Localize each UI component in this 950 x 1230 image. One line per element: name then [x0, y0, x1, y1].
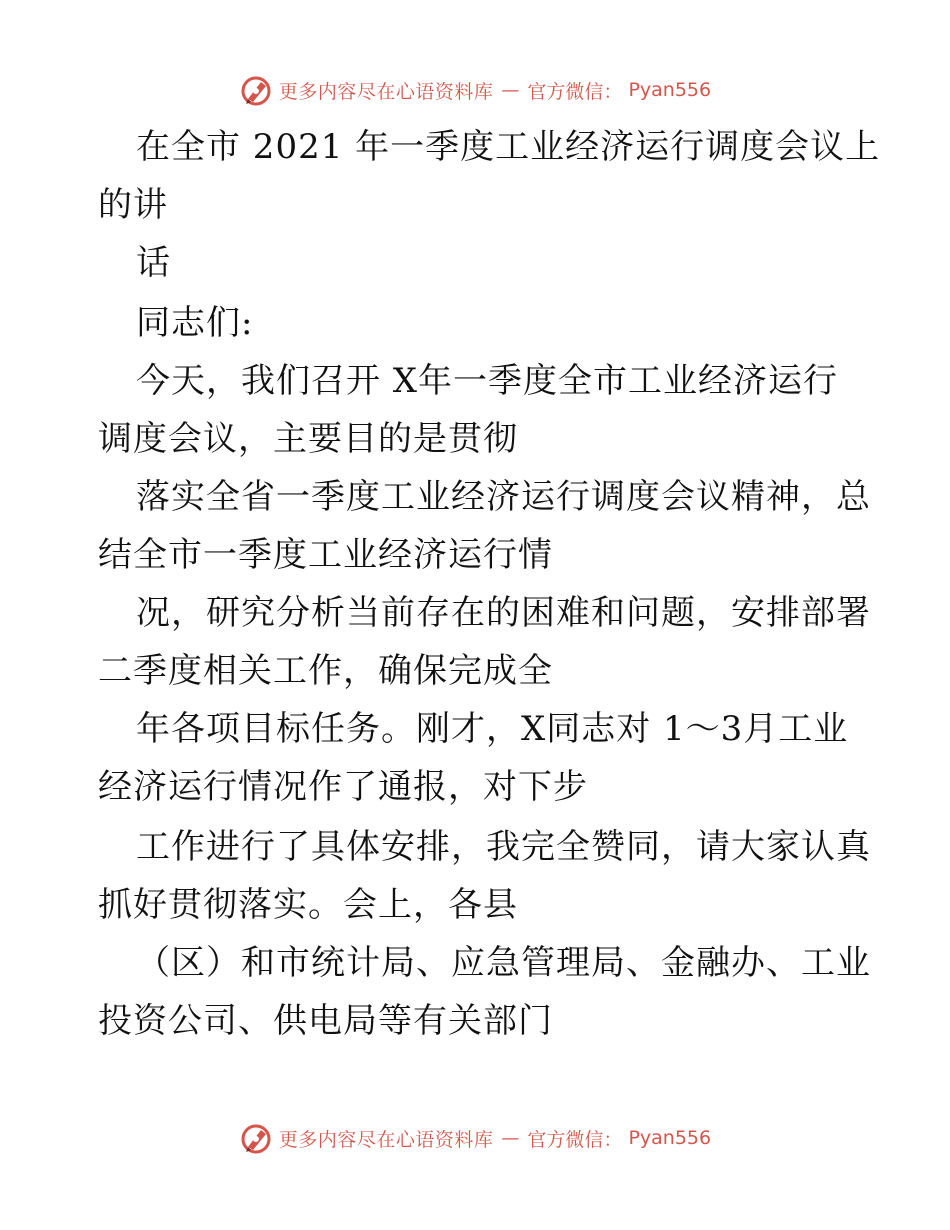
footer-watermark-banner — [0, 1118, 950, 1158]
paragraph-line: 调度会议，主要目的是贯彻 — [98, 419, 518, 459]
watermark-wechat-label: 官方微信： — [527, 80, 623, 103]
paragraph-line: 二季度相关工作，确保完成全 — [98, 651, 553, 691]
paragraph-line: 抓好贯彻落实。会上，各县 — [98, 885, 518, 925]
paragraph-line: 投资公司、供电局等有关部门 — [98, 1001, 553, 1041]
paragraph-line: 工作进行了具体安排，我完全赞同，请大家认真 — [136, 827, 871, 867]
pen-logo-icon — [239, 73, 273, 107]
paragraph-line: 今天，我们召开 X年一季度全市工业经济运行 — [136, 361, 839, 401]
document-title-line-2: 的讲 — [98, 185, 168, 225]
watermark-main-text: 更多内容尽在心语资料库 — [278, 80, 494, 103]
watermark-separator: — — [501, 79, 520, 101]
paragraph-line: 年各项目标任务。刚才，X同志对 1～3月工业 — [136, 709, 849, 749]
paragraph-line: 经济运行情况作了通报，对下步 — [98, 767, 588, 807]
salutation: 同志们: — [136, 303, 254, 343]
watermark-main-text: 更多内容尽在心语资料库 — [278, 1128, 494, 1151]
document-title-line-1: 在全市 2021 年一季度工业经济运行调度会议上 — [136, 127, 881, 167]
paragraph-line: 结全市一季度工业经济运行情 — [98, 535, 553, 575]
watermark-wechat-id: Pyan556 — [628, 1127, 712, 1149]
header-watermark-banner — [0, 70, 950, 110]
watermark-wechat-id: Pyan556 — [628, 79, 712, 101]
pen-logo-icon — [239, 1121, 273, 1155]
watermark-wechat-label: 官方微信： — [527, 1128, 623, 1151]
paragraph-line: （区）和市统计局、应急管理局、金融办、工业 — [136, 943, 871, 983]
watermark-separator: — — [501, 1127, 520, 1149]
document-title-line-3: 话 — [136, 243, 171, 283]
paragraph-line: 落实全省一季度工业经济运行调度会议精神，总 — [136, 477, 871, 517]
paragraph-line: 况，研究分析当前存在的困难和问题，安排部署 — [136, 593, 871, 633]
